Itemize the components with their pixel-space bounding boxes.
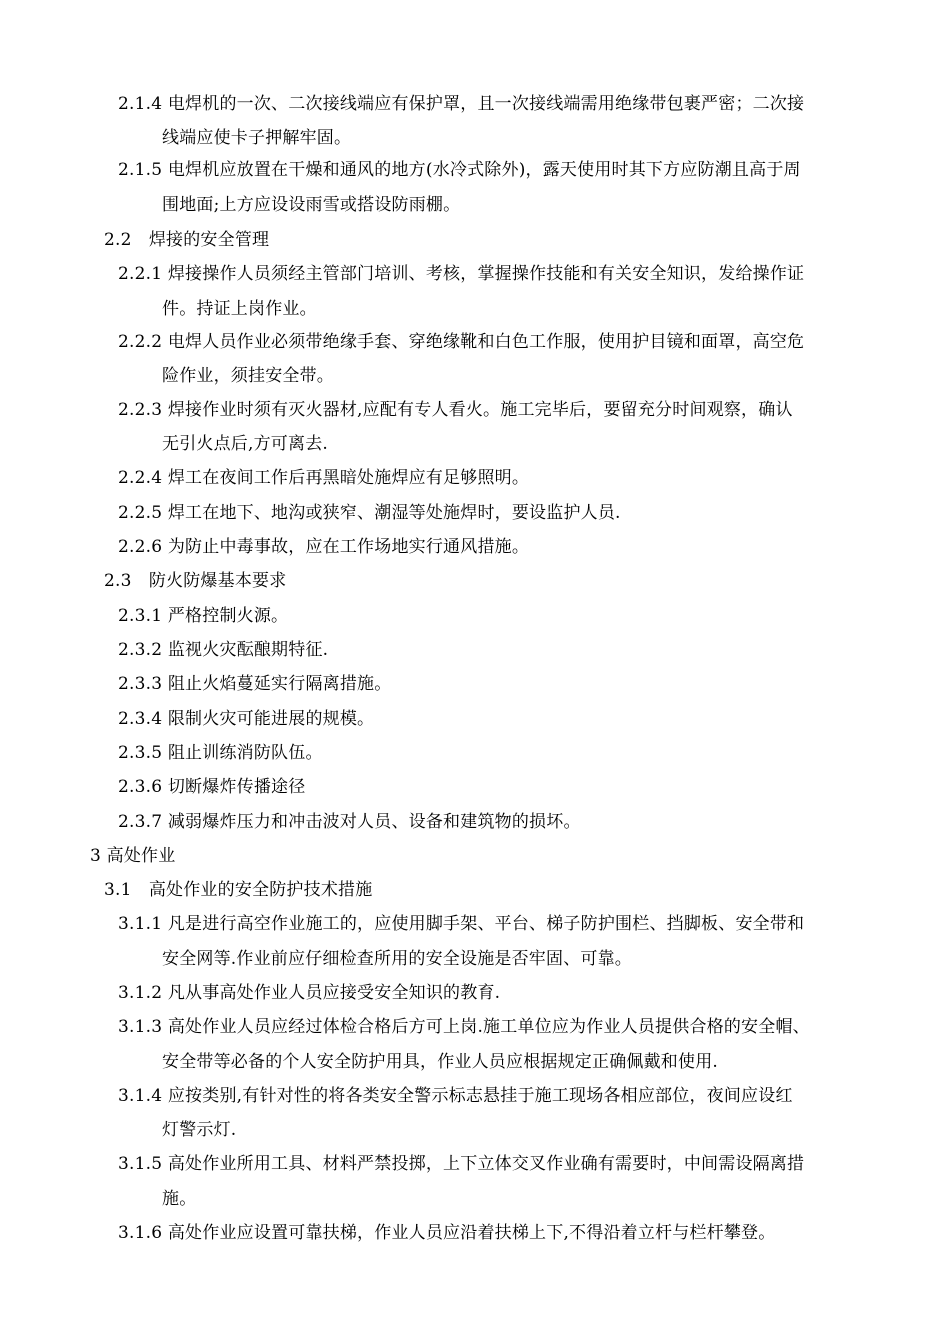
clause-3-1-6: 3.1.6 高处作业应设置可靠扶梯，作业人员应沿着扶梯上下,不得沿着立杆与栏杆攀登。 (118, 1223, 776, 1243)
clause-2-2-6: 2.2.6 为防止中毒事故，应在工作场地实行通风措施。 (118, 537, 530, 557)
clause-2-3-4: 2.3.4 限制火灾可能进展的规模。 (118, 709, 375, 729)
clause-2-1-4-line-2: 线端应使卡子押解牢固。 (162, 128, 352, 148)
clause-3-1-3-line-1: 3.1.3 高处作业人员应经过体检合格后方可上岗.施工单位应为作业人员提供合格的安全帽、 (118, 1017, 810, 1037)
clause-3-1-1-line-1: 3.1.1 凡是进行高空作业施工的，应使用脚手架、平台、梯子防护围栏、挡脚板、安全带和 (118, 914, 805, 934)
section-2-3-heading: 2.3 防火防爆基本要求 (104, 571, 287, 591)
clause-2-3-3: 2.3.3 阻止火焰蔓延实行隔离措施。 (118, 674, 392, 694)
chapter-3-heading: 3 高处作业 (90, 846, 176, 866)
clause-3-1-3-line-2: 安全带等必备的个人安全防护用具，作业人员应根据规定正确佩戴和使用. (162, 1052, 719, 1072)
clause-3-1-5-line-2: 施。 (162, 1189, 197, 1209)
clause-2-2-2-line-1: 2.2.2 电焊人员作业必须带绝缘手套、穿绝缘靴和白色工作服，使用护目镜和面罩，高空危 (118, 332, 805, 352)
clause-2-2-4: 2.2.4 焊工在夜间工作后再黑暗处施焊应有足够照明。 (118, 468, 530, 488)
clause-2-2-2-line-2: 险作业，须挂安全带。 (162, 366, 334, 386)
clause-2-3-1: 2.3.1 严格控制火源。 (118, 606, 289, 626)
clause-3-1-4-line-1: 3.1.4 应按类别,有针对性的将各类安全警示标志悬挂于施工现场各相应部位，夜间应设红 (118, 1086, 793, 1106)
clause-2-3-7: 2.3.7 减弱爆炸压力和冲击波对人员、设备和建筑物的损坏。 (118, 812, 581, 832)
clause-3-1-2: 3.1.2 凡从事高处作业人员应接受安全知识的教育. (118, 983, 501, 1003)
section-3-1-heading: 3.1 高处作业的安全防护技术措施 (104, 880, 373, 900)
clause-2-3-2: 2.3.2 监视火灾酝酿期特征. (118, 640, 329, 660)
clause-3-1-4-line-2: 灯警示灯. (162, 1120, 237, 1140)
clause-2-2-1-line-2: 件。持证上岗作业。 (162, 299, 317, 319)
section-2-2-heading: 2.2 焊接的安全管理 (104, 230, 270, 250)
clause-2-1-5-line-2: 围地面;上方应设设雨雪或搭设防雨棚。 (162, 195, 461, 215)
clause-2-2-3-line-2: 无引火点后,方可离去. (162, 434, 329, 454)
clause-2-3-6: 2.3.6 切断爆炸传播途径 (118, 777, 306, 797)
clause-2-1-4-line-1: 2.1.4 电焊机的一次、二次接线端应有保护罩，且一次接线端需用绝缘带包裹严密；二次接 (118, 94, 805, 114)
clause-3-1-5-line-1: 3.1.5 高处作业所用工具、材料严禁投掷，上下立体交叉作业确有需要时，中间需设隔离措 (118, 1154, 805, 1174)
clause-2-2-1-line-1: 2.2.1 焊接操作人员须经主管部门培训、考核，掌握操作技能和有关安全知识，发给操作证 (118, 264, 805, 284)
clause-2-1-5-line-1: 2.1.5 电焊机应放置在干燥和通风的地方(水冷式除外)，露天使用时其下方应防潮且高于周 (118, 160, 801, 180)
clause-2-2-3-line-1: 2.2.3 焊接作业时须有灭火器材,应配有专人看火。施工完毕后，要留充分时间观察，确认 (118, 400, 793, 420)
clause-3-1-1-line-2: 安全网等.作业前应仔细检查所用的安全设施是否牢固、可靠。 (162, 949, 633, 969)
clause-2-3-5: 2.3.5 阻止训练消防队伍。 (118, 743, 323, 763)
clause-2-2-5: 2.2.5 焊工在地下、地沟或狭窄、潮湿等处施焊时，要设监护人员. (118, 503, 621, 523)
